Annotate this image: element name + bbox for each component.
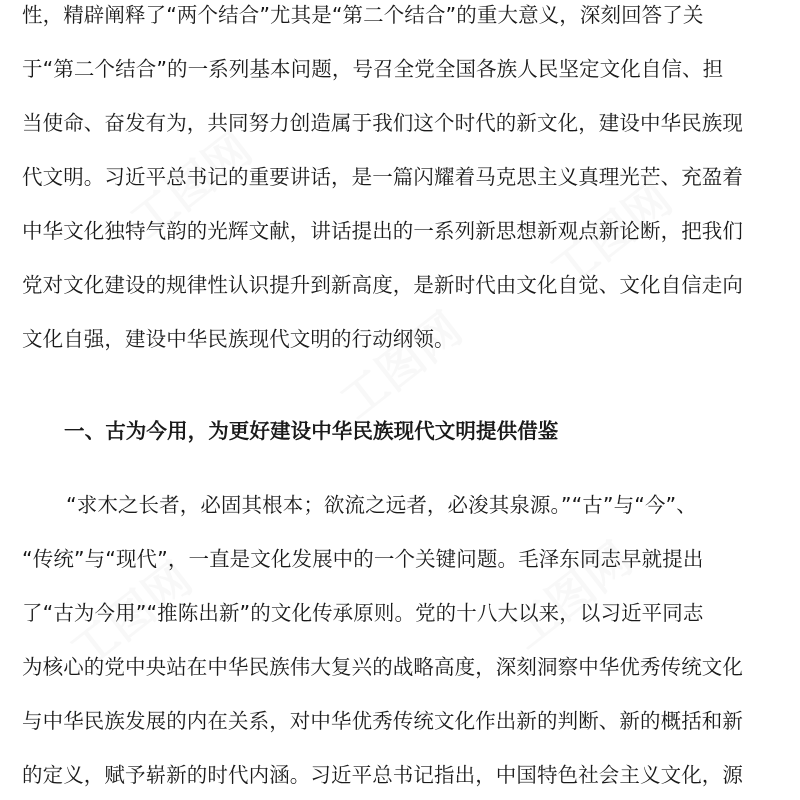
text-line: 性，精辟阐释了“两个结合”尤其是“第二个结合”的重大意义，深刻回答了关 — [22, 3, 704, 27]
text-line: 中华文化独特气韵的光辉文献，讲话提出的一系列新思想新观点新论断，把我们 — [22, 219, 743, 243]
text-line: 党对文化建设的规律性认识提升到新高度，是新时代由文化自觉、文化自信走向 — [22, 273, 743, 297]
text-line: 与中华民族发展的内在关系，对中华优秀传统文化作出新的判断、新的概括和新 — [22, 709, 743, 733]
text-line: 的定义，赋予崭新的时代内涵。习近平总书记指出，中国特色社会主义文化，源 — [22, 763, 743, 787]
text-line: 了“古为今用”“推陈出新”的文化传承原则。党的十八大以来，以习近平同志 — [22, 601, 704, 625]
text-line: 文化自强，建设中华民族现代文明的行动纲领。 — [22, 327, 455, 351]
text-line: 当使命、奋发有为，共同努力创造属于我们这个时代的新文化，建设中华民族现 — [22, 111, 743, 135]
watermark: 工图网 — [539, 171, 682, 300]
watermark: 工图网 — [499, 531, 642, 660]
text-line: “传统”与“现代”，一直是文化发展中的一个关键问题。毛泽东同志早就提出 — [22, 547, 704, 571]
section-heading: 一、古为今用，为更好建设中华民族现代文明提供借鉴 — [64, 419, 559, 443]
text-line: 代文明。习近平总书记的重要讲话，是一篇闪耀着马克思主义真理光芒、充盈着 — [22, 165, 743, 189]
watermark: 工图网 — [59, 551, 202, 680]
text-line: 于“第二个结合”的一系列基本问题，号召全党全国各族人民坚定文化自信、担 — [22, 57, 724, 81]
text-line: “求木之长者，必固其根本；欲流之远者，必浚其泉源。”“古”与“今”、 — [66, 493, 697, 517]
watermark: 工图网 — [119, 121, 262, 250]
watermark: 工图网 — [329, 301, 472, 430]
text-line: 为核心的党中央站在中华民族伟大复兴的战略高度，深刻洞察中华优秀传统文化 — [22, 655, 743, 679]
